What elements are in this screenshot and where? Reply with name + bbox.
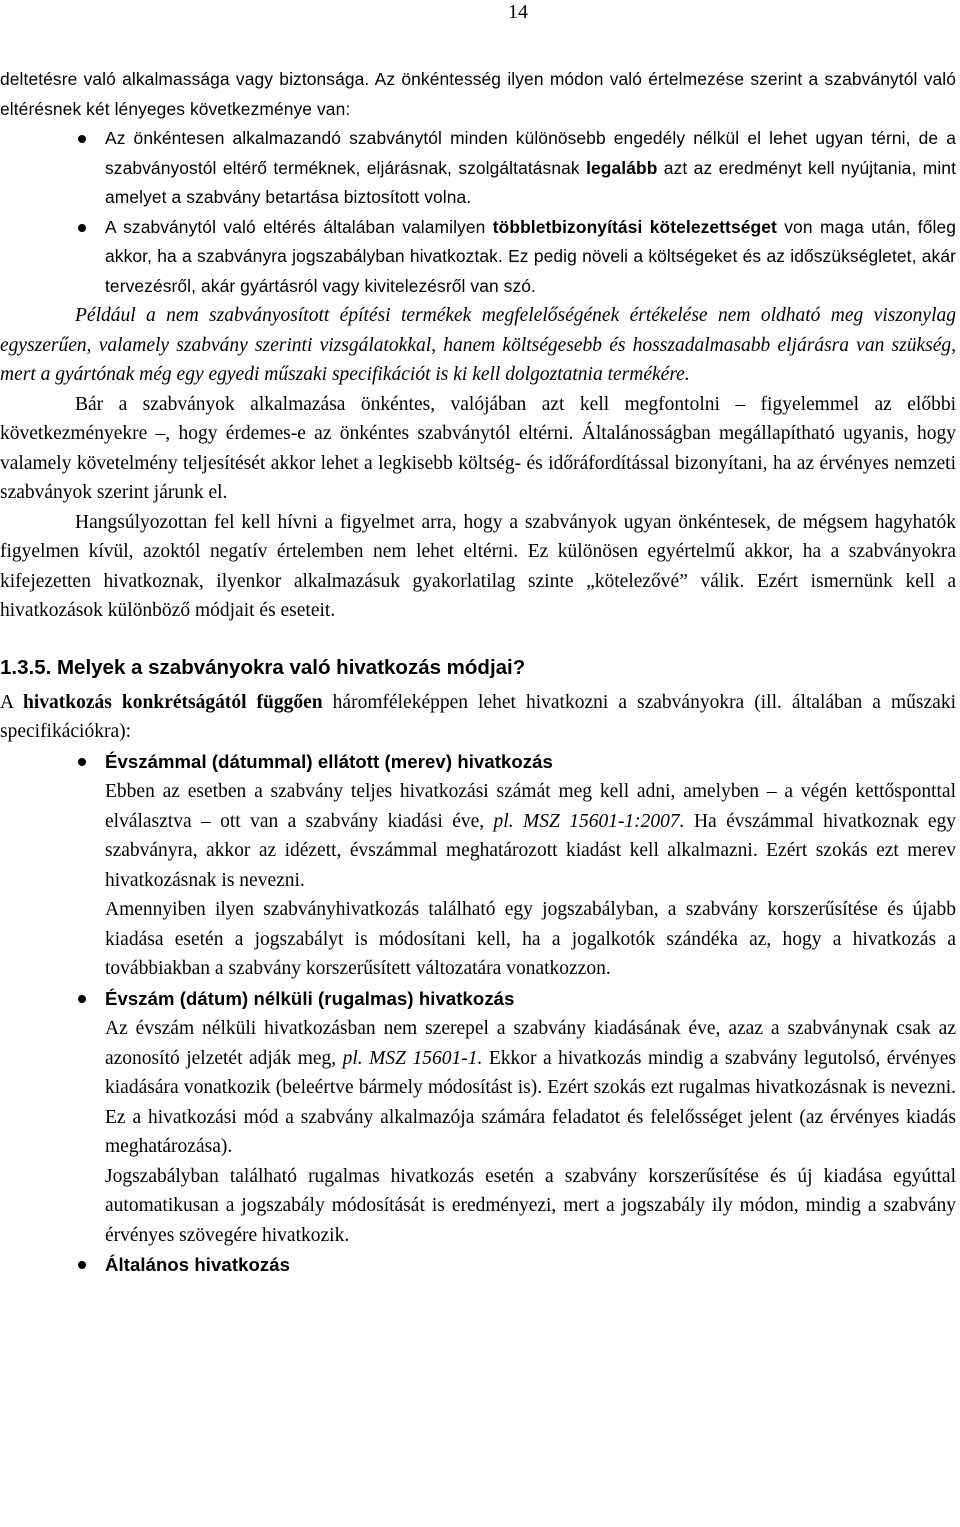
item-paragraph <box>0 777 956 895</box>
item-paragraph: Amennyiben ilyen szabványhivatkozás található egy jogszabályban, a szabvány korszerűsítése és újabb kiadása esetén a jogszabályt is módosítani kell, ha a jogalkotók szándéka az, hogy a hivatkozás a továbbiakban a szabvány korszerűsített változatára vonatkozzon. <box>105 899 956 979</box>
consequence-list <box>0 124 956 301</box>
item-title: Általános hivatkozás <box>105 1254 291 1275</box>
reference-types-list <box>0 984 956 1015</box>
text: Az évszám nélküli hivatkozásban nem szerepel a szabvány kiadásának éve, azaz a szabványnak csak az azonosító jelzetét adják meg, <box>105 1018 956 1069</box>
text: háromféleképpen lehet hivatkozni a szabványokra (ill. általában a műszaki specifikációkra): <box>0 691 956 742</box>
paragraph-emphasis: Hangsúlyozottan fel kell hívni a figyelmet arra, hogy a szabványok ugyan önkéntesek, de mégsem hagyhatók figyelmen kívül, azoktól negatív értelemben nem lehet eltérni. Ez különösen egyértelmű akkor, ha a szabványokra kifejezetten hivatkoznak, ilyenkor alkalmazásuk gyakorlatilag szinte „kötelezővé” válik. Ezért ismernünk kell a hivatkozások különböző módjait és eseteit. <box>0 511 956 621</box>
text: azt az eredményt kell nyújtania, mint amelyet a szabvány betartása biztosított volna. <box>105 157 957 207</box>
emphasis: többletbizonyítási kötelezettséget <box>492 216 777 237</box>
reference-types-list <box>0 1250 956 1281</box>
paragraph-voluntary: Bár a szabványok alkalmazása önkéntes, valójában azt kell megfontolni – figyelemmel az előbbi következményekre –, hogy érdemes-e az önkéntes szabványtól eltérni. Általánosságban megállapítható ugyanis, hogy valamely követelmény teljesítését akkor lehet a legkisebb költség- és időráfordítással bizonyítani, ha az érvényes nemzeti szabványok szerint járunk el. <box>0 393 956 503</box>
reference-types-list <box>0 747 956 778</box>
page-body <box>0 65 956 1281</box>
item-title: Évszám (dátum) nélküli (rugalmas) hivatkozás <box>105 987 515 1009</box>
paragraph-example: Például a nem szabványosított építési termékek megfelelőségének értékelése nem oldható meg viszonylag egyszerűen, valamely szabvány szerinti vizsgálatokkal, hanem költségesebb és hosszadalmasabb eljárásra van szükség, mert a gyártónak még egy egyedi műszaki specifikációt is ki kell dolgoztatnia termékére. <box>0 305 956 385</box>
text: von maga után, főleg akkor, ha a szabványra jogszabályban hivatkoztak. Ez pedig növeli a költségeket és az időszükségletet, akár tervezésről, akár gyártásról vagy kivitelezésről van szó. <box>105 216 956 296</box>
list-item <box>0 124 956 213</box>
example-code: pl. MSZ 15601-1. <box>342 1047 483 1069</box>
item-title: Évszámmal (dátummal) ellátott (merev) hivatkozás <box>105 750 553 772</box>
text: Ha évszámmal hivatkoznak egy szabványra, akkor az idézett, évszámmal meghatározott kiadást kell alkalmazni. Ezért szokás ezt merev hivatkozásnak is nevezni. <box>105 810 956 891</box>
list-item <box>0 213 956 302</box>
item-paragraph: Jogszabályban található rugalmas hivatkozás esetén a szabvány korszerűsítése és új kiadása egyúttal automatikusan a jogszabály módosítását is eredményezi, mert a jogszabály ily módon, mindig a szabvány érvényes szövegére hivatkozik. <box>105 1165 956 1246</box>
text: deltetésre való alkalmassága vagy biztonsága. Az önkéntesség ilyen módon való értelmezése szerint a szabványtól való eltérésnek két lényeges következménye van: <box>0 69 956 119</box>
paragraph-intro <box>0 65 956 124</box>
emphasis: hivatkozás konkrétságától függően <box>23 691 323 713</box>
list-item-undated-reference <box>0 984 956 1015</box>
item-paragraph <box>0 1014 956 1162</box>
text: Ebben az esetben a szabvány teljes hivatkozási számát meg kell adni, amelyben – a végén kettősponttal elválasztva – ott van a szabvány kiadási éve, <box>105 781 956 832</box>
paragraph-reference-intro <box>0 688 956 747</box>
section-heading: 1.3.5. Melyek a szabványokra való hivatkozás módjai? <box>0 655 526 679</box>
example-code: pl. MSZ 15601-1:2007. <box>493 810 685 832</box>
text: A <box>0 691 24 713</box>
text: Az önkéntesen alkalmazandó szabványtól minden különösebb engedély nélkül el lehet ugyan térni, de a szabványostól eltérő terméknek, eljárásnak, szolgáltatásnak <box>105 128 956 178</box>
page-number: 14 <box>508 1 528 23</box>
list-item-dated-reference <box>0 747 956 778</box>
list-item-general-reference <box>0 1250 956 1281</box>
text: A szabványtól való eltérés általában valamilyen <box>105 216 493 237</box>
emphasis: legalább <box>586 157 658 178</box>
text: Ekkor a hivatkozás mindig a szabvány legutolsó, érvényes kiadására vonatkozik (beleértve bármely módosítást is). Ezért szokás ezt rugalmas hivatkozásnak is nevezni. Ez a hivatkozási mód a szabvány alkalmazója számára feladatot és felelősséget jelent (az érvényes kiadás meghatározása). <box>105 1047 957 1157</box>
